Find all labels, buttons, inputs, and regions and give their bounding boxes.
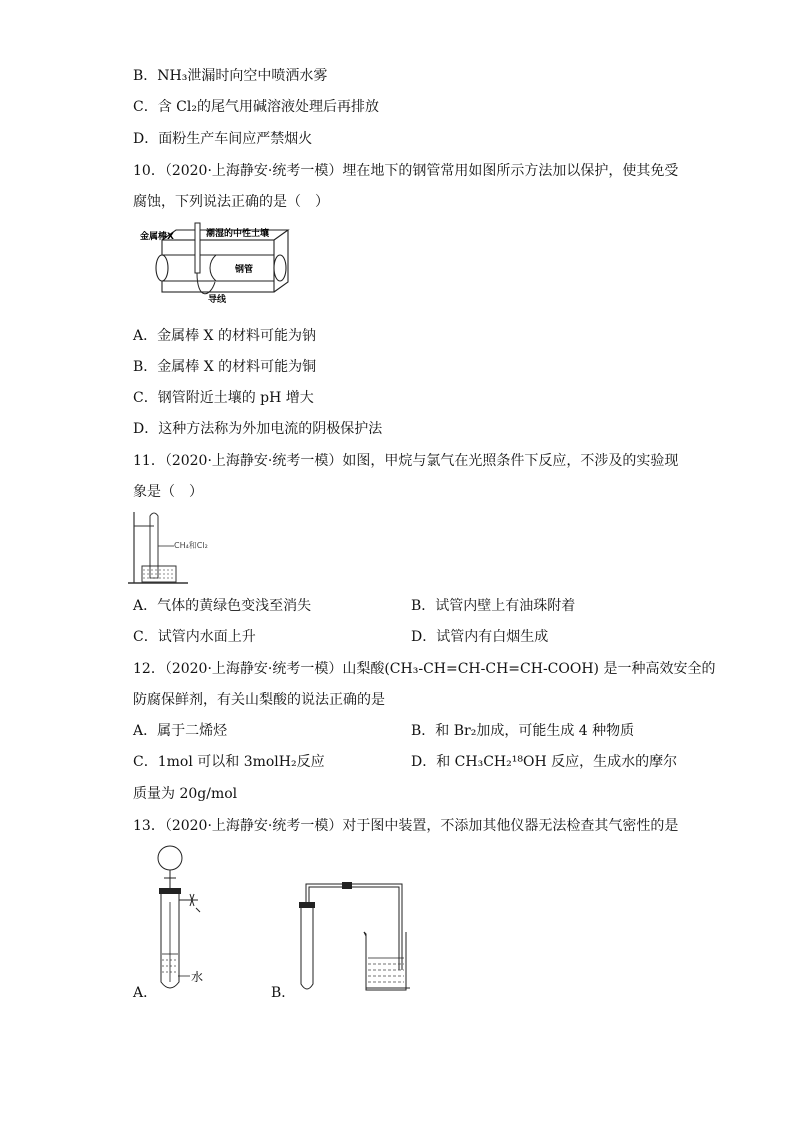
pipe-left-end xyxy=(156,255,168,281)
rod-label: 金属棒X xyxy=(140,232,174,242)
water-label: 水 xyxy=(191,970,204,984)
q9-option-d: D．面粉生产车间应严禁烟火 xyxy=(133,131,313,147)
q11-option-a: A．气体的黄绿色变浅至消失 xyxy=(133,598,312,614)
q11-methane-chlorine-figure xyxy=(128,510,224,586)
q10-option-d: D．这种方法称为外加电流的阴极保护法 xyxy=(133,421,383,437)
q10-pipe-protection-figure xyxy=(140,222,290,308)
q12-option-a: A．属于二烯烃 xyxy=(133,723,228,739)
q11-option-b: B．试管内壁上有油珠附着 xyxy=(411,598,576,614)
soil-label: 潮湿的中性土壤 xyxy=(206,229,270,239)
q12-option-c: C．1mol 可以和 3molH₂反应 xyxy=(133,754,325,770)
q12-stem-line2: 防腐保鲜剂，有关山梨酸的说法正确的是 xyxy=(133,692,385,708)
beaker xyxy=(364,932,406,990)
q11-stem-line2: 象是（ ） xyxy=(133,484,203,500)
q9-option-b: B．NH₃泄漏时向空中喷洒水雾 xyxy=(133,68,328,84)
soil-box-front xyxy=(162,240,274,292)
q11-option-d: D．试管内有白烟生成 xyxy=(411,629,549,645)
q11-option-c: C．试管内水面上升 xyxy=(133,629,256,645)
q12-option-d: D．和 CH₃CH₂¹⁸OH 反应，生成水的摩尔 xyxy=(411,754,678,770)
q13-apparatus-a-figure xyxy=(150,842,210,1002)
q11-stem-line1: 11．（2020·上海静安·统考一模）如图，甲烷与氯气在光照条件下反应，不涉及的实验现 xyxy=(133,453,679,469)
q10-option-b: B．金属棒 X 的材料可能为铜 xyxy=(133,359,317,375)
q10-stem-line2: 腐蚀，下列说法正确的是（ ） xyxy=(133,194,329,210)
q10-option-a: A．金属棒 X 的材料可能为钠 xyxy=(133,328,316,344)
q13-stem: 13．（2020·上海静安·统考一模）对于图中装置，不添加其他仪器无法检查其气密性的是 xyxy=(133,818,679,834)
q12-option-b: B．和 Br₂加成，可能生成 4 种物质 xyxy=(411,723,635,739)
pipe-label: 钢管 xyxy=(235,265,254,275)
gas-label: CH₄和Cl₂ xyxy=(174,541,208,550)
q10-option-c: C．钢管附近土壤的 pH 增大 xyxy=(133,390,314,406)
q12-stem-line1: 12．（2020·上海静安·统考一模）山梨酸(CH₃-CH=CH-CH=CH-COOH) 是一种高效安全的 xyxy=(133,661,716,677)
q10-stem-line1: 10．（2020·上海静安·统考一模）埋在地下的钢管常用如图所示方法加以保护，使其免受 xyxy=(133,163,679,179)
q13-apparatus-b-figure xyxy=(290,876,410,998)
test-tube xyxy=(301,908,313,989)
inverted-test-tube xyxy=(150,513,158,578)
metal-rod xyxy=(195,223,200,273)
q12-option-d-continued: 质量为 20g/mol xyxy=(133,786,238,802)
q13-option-a: A． xyxy=(133,985,158,1001)
pipe-right-end xyxy=(274,255,286,281)
q13-option-b: B． xyxy=(271,985,296,1001)
wire-label: 导线 xyxy=(208,295,227,305)
q9-option-c: C．含 Cl₂的尾气用碱溶液处理后再排放 xyxy=(133,99,379,115)
stopper xyxy=(299,902,315,908)
funnel-bulb xyxy=(158,846,182,870)
rubber-joint xyxy=(342,882,352,889)
delivery-tube xyxy=(306,884,402,970)
stopper xyxy=(159,888,181,894)
